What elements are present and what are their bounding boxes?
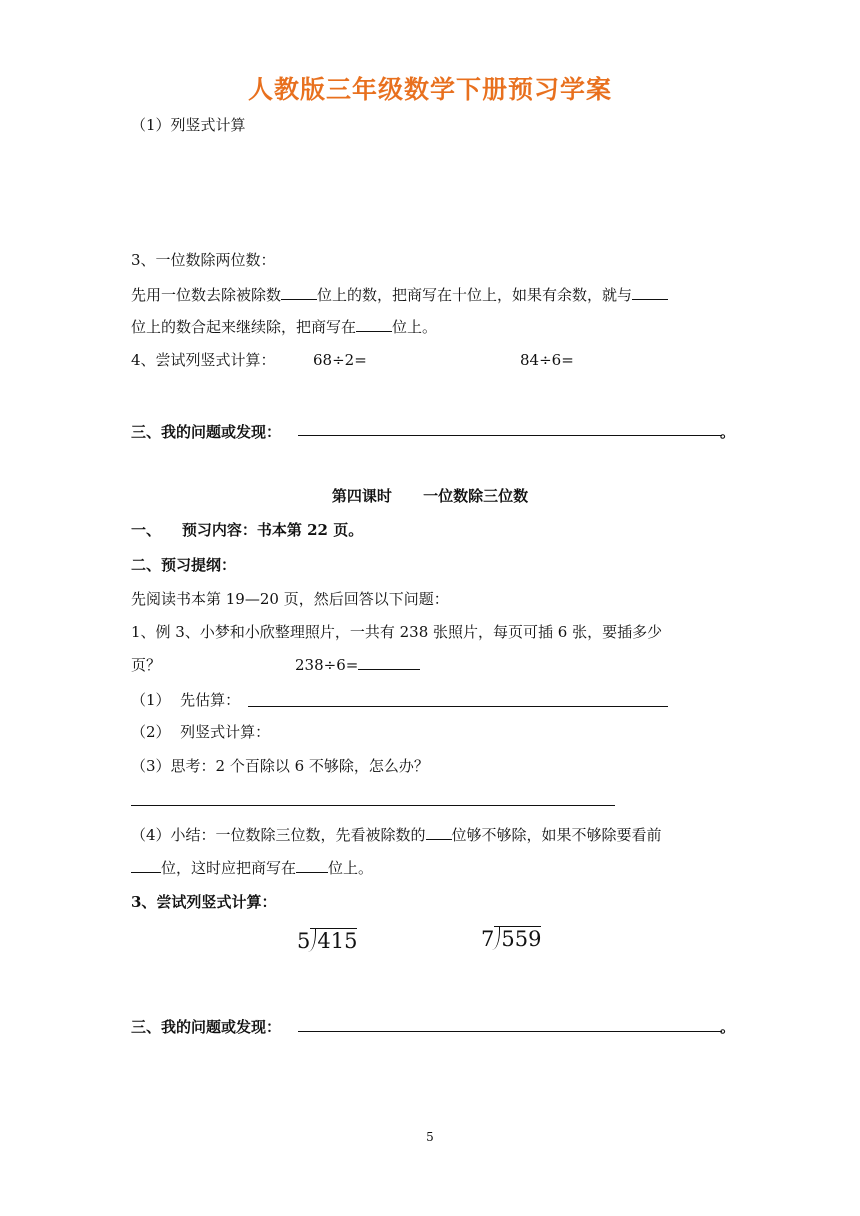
q4-label: 4、尝试列竖式计算： bbox=[131, 351, 276, 369]
page-title: 人教版三年级数学下册预习学案 bbox=[247, 75, 612, 104]
step-4-line-1-text-a: （4）小结：一位数除三位数，先看被除数的 bbox=[131, 826, 426, 844]
answer-line-problems-1[interactable] bbox=[298, 435, 722, 436]
blank-field[interactable] bbox=[131, 858, 161, 873]
period-1: 。 bbox=[720, 423, 736, 441]
try-vertical-calc-label: 3、尝试列竖式计算： bbox=[131, 893, 277, 911]
answer-line-think[interactable] bbox=[131, 805, 615, 806]
expression-text: 238÷6= bbox=[295, 656, 359, 674]
problems-label-1: 三、我的问题或发现： bbox=[131, 423, 282, 441]
blank-field[interactable] bbox=[281, 285, 317, 300]
blank-field[interactable] bbox=[632, 285, 668, 300]
period-2: 。 bbox=[720, 1018, 736, 1036]
item-1-vertical-calc: （1）列竖式计算 bbox=[131, 116, 246, 134]
dividend: 415 bbox=[310, 928, 357, 953]
long-division-2 bbox=[481, 926, 541, 951]
step-4-line-1-text-b: 位够不够除，如果不够除要看前 bbox=[451, 826, 662, 844]
step-2-vertical-calc: （2） 列竖式计算： bbox=[131, 723, 271, 741]
q4-expression-1: 68÷2= bbox=[313, 351, 367, 369]
lesson-4-heading: 第四课时 一位数除三位数 bbox=[331, 487, 529, 505]
example-3-expression bbox=[295, 655, 420, 675]
step-1-estimate: （1） 先估算： bbox=[131, 691, 241, 709]
blank-field[interactable] bbox=[356, 317, 392, 332]
q3-line-2-text-b: 位上。 bbox=[392, 318, 438, 336]
example-3-line-2: 页？ bbox=[131, 656, 162, 674]
blank-field[interactable] bbox=[358, 655, 420, 670]
step-4-line-1 bbox=[131, 825, 662, 845]
blank-field[interactable] bbox=[296, 858, 328, 873]
answer-line-problems-2[interactable] bbox=[298, 1031, 722, 1032]
section-1-preview-content: 一、 预习内容：书本第 22 页。 bbox=[131, 521, 364, 539]
q3-line-1 bbox=[131, 285, 668, 305]
q4-expression-2: 84÷6= bbox=[520, 351, 574, 369]
problems-label-2: 三、我的问题或发现： bbox=[131, 1018, 282, 1036]
step-4-line-2-text-b: 位上。 bbox=[328, 859, 374, 877]
step-3-think: （3）思考：2 个百除以 6 不够除，怎么办？ bbox=[131, 757, 429, 775]
q3-line-1-text-b: 位上的数，把商写在十位上，如果有余数，就与 bbox=[317, 286, 633, 304]
dividend: 559 bbox=[494, 926, 541, 951]
blank-field[interactable] bbox=[426, 825, 452, 840]
q3-line-2 bbox=[131, 317, 437, 337]
q3-line-1-text-a: 先用一位数去除被除数 bbox=[131, 286, 282, 304]
q3-line-2-text-a: 位上的数合起来继续除，把商写在 bbox=[131, 318, 357, 336]
answer-line-estimate[interactable] bbox=[248, 706, 668, 707]
example-3-line-1: 1、例 3、小梦和小欣整理照片，一共有 238 张照片，每页可插 6 张，要插多少 bbox=[131, 623, 663, 641]
step-4-line-2 bbox=[131, 858, 373, 878]
step-4-line-2-text-a: 位，这时应把商写在 bbox=[161, 859, 297, 877]
section-2-preview-outline: 二、预习提纲： bbox=[131, 556, 237, 574]
page-number: 5 bbox=[426, 1130, 434, 1144]
intro-text: 先阅读书本第 19—20 页，然后回答以下问题： bbox=[131, 590, 449, 608]
q3-heading: 3、一位数除两位数： bbox=[131, 251, 276, 269]
long-division-1 bbox=[297, 928, 357, 953]
divisor: 5 bbox=[297, 929, 311, 953]
divisor: 7 bbox=[481, 927, 495, 951]
